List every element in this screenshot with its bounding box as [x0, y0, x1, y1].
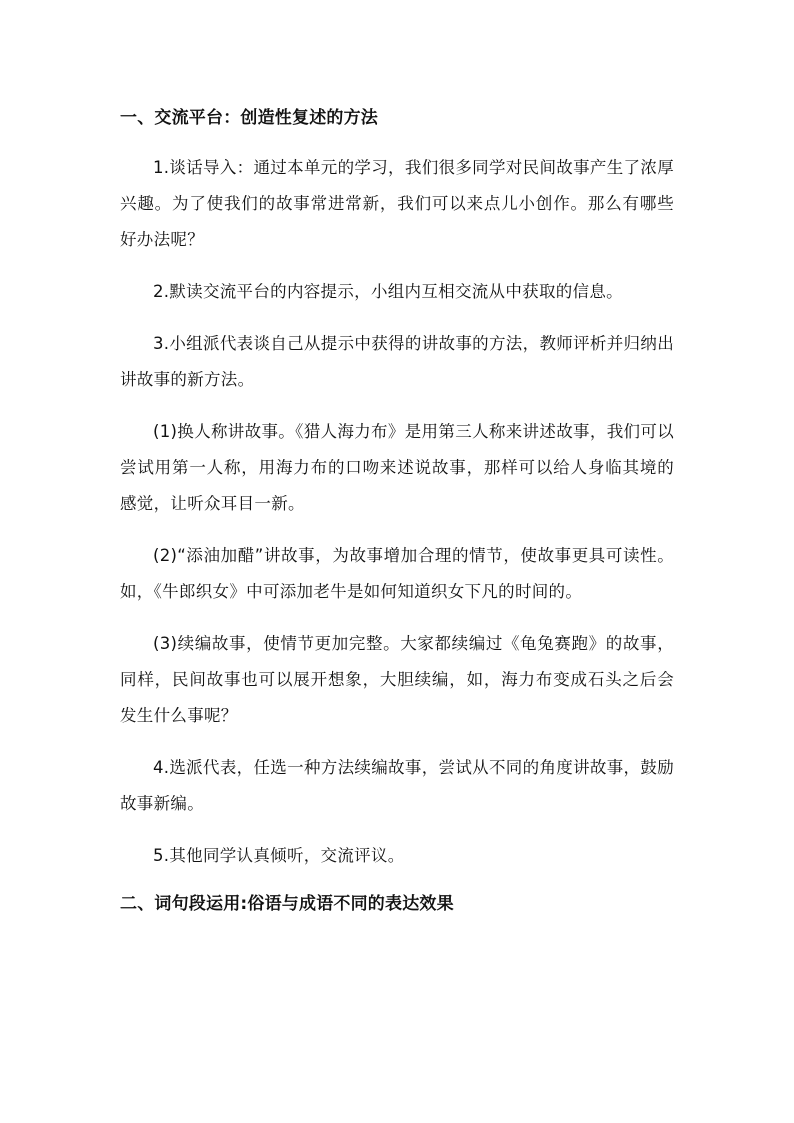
- paragraph-listen-comment: 5.其他同学认真倾听，交流评议。: [153, 846, 405, 865]
- paragraph-select-representative: 4.选派代表，任选一种方法续编故事，尝试从不同的角度讲故事，鼓励故事新编。: [120, 758, 674, 813]
- paragraph-method-person: (1)换人称讲故事。《猎人海力布》是用第三人称来讲述故事，我们可以尝试用第一人称，用海力布的口吻来述说故事，那样可以给人身临其境的感觉，让听众耳目一新。: [120, 422, 674, 513]
- paragraph-method-embellish: (2)“添油加醋”讲故事，为故事增加合理的情节，使故事更具可读性。如，《牛郎织女》中可添加老牛是如何知道织女下凡的时间的。: [120, 546, 674, 601]
- section-heading-1: 一、交流平台：创造性复述的方法: [120, 108, 378, 128]
- paragraph-intro: 1.谈话导入：通过本单元的学习，我们很多同学对民间故事产生了浓厚兴趣。为了使我们的故事常进常新，我们可以来点儿小创作。那么有哪些好办法呢？: [120, 158, 674, 249]
- paragraph-method-continue: (3)续编故事，使情节更加完整。大家都续编过《龟兔赛跑》的故事，同样，民间故事也可以展开想象，大胆续编，如，海力布变成石头之后会发生什么事呢？: [120, 634, 674, 725]
- section-heading-2: 二、词句段运用:俗语与成语不同的表达效果: [120, 894, 454, 914]
- paragraph-silent-reading: 2.默读交流平台的内容提示，小组内互相交流从中获取的信息。: [153, 282, 623, 301]
- paragraph-group-report: 3.小组派代表谈自己从提示中获得的讲故事的方法，教师评析并归纳出讲故事的新方法。: [120, 334, 674, 389]
